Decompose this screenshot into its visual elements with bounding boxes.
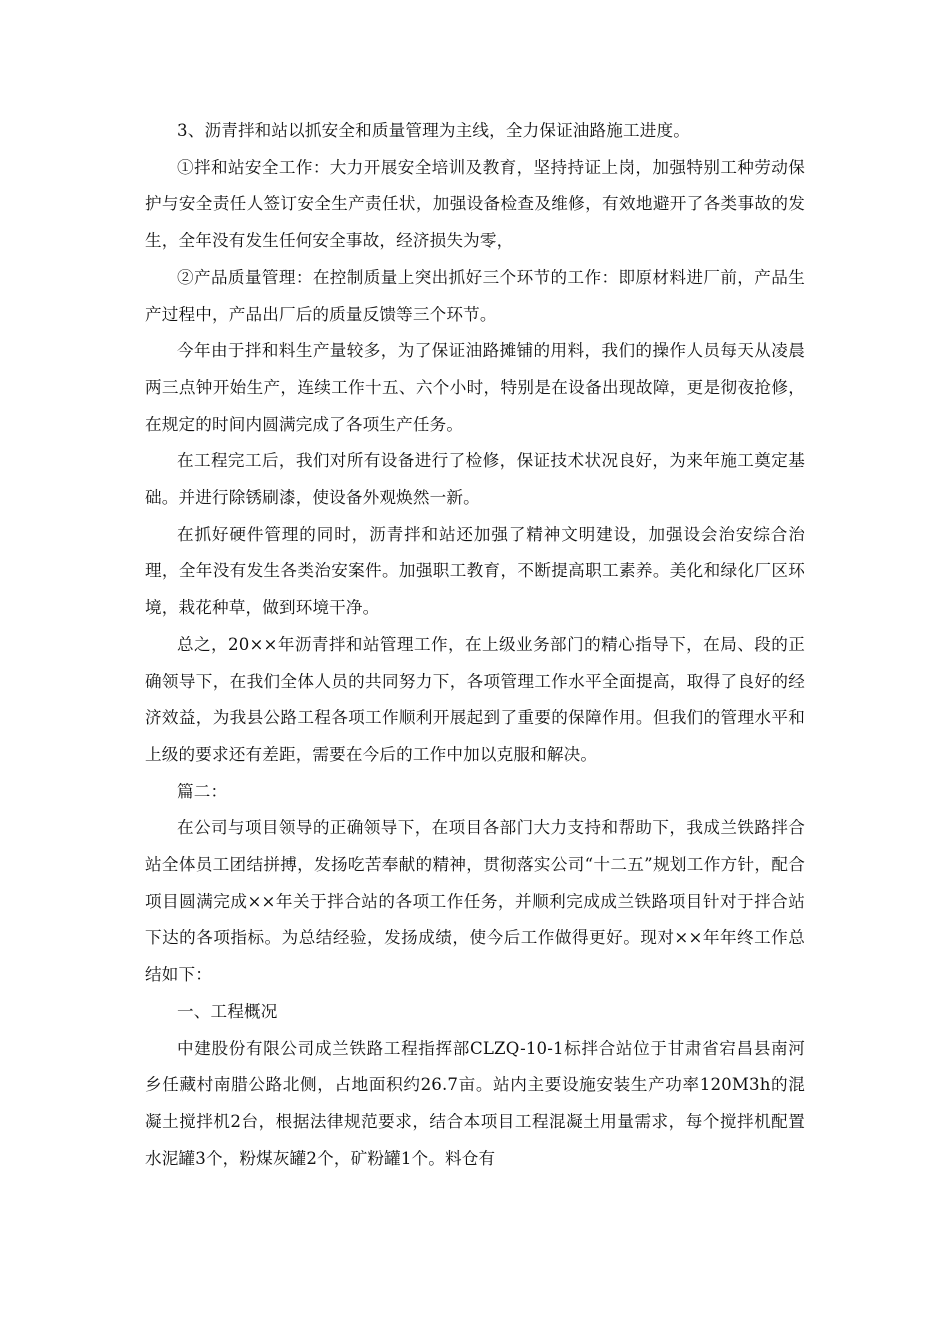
paragraph-part-two-intro: 在公司与项目领导的正确领导下，在项目各部门大力支持和帮助下，我成兰铁路拌合站全体员工团结拼搏，发扬吃苦奉献的精神，贯彻落实公司“十二五”规划工作方针，配合项目圆满完成××年关于拌合站的各项工作任务，并顺利完成成兰铁路项目针对于拌合站下达的各项指标。为总结经验，发扬成绩，使今后工作做得更好。现对××年年终工作总结如下：	[145, 818, 805, 985]
paragraph-summary: 总之，20××年沥青拌和站管理工作，在上级业务部门的精心指导下，在局、段的正确领导下，在我们全体人员的共同努力下，各项管理工作水平全面提高，取得了良好的经济效益，为我县公路工程各项工作顺利开展起到了重要的保障作用。但我们的管理水平和上级的要求还有差距，需要在今后的工作中加以克服和解决。	[145, 634, 805, 764]
paragraph-equipment-maintenance: 在工程完工后，我们对所有设备进行了检修，保证技术状况良好，为来年施工奠定基础。并进行除锈刷漆，使设备外观焕然一新。	[145, 451, 805, 508]
paragraph-quality-management: ②产品质量管理：在控制质量上突出抓好三个环节的工作：即原材料进厂前，产品生产过程中，产品出厂后的质量反馈等三个环节。	[145, 267, 805, 324]
paragraph-asphalt-station-intro: 3、沥青拌和站以抓安全和质量管理为主线，全力保证油路施工进度。	[177, 121, 691, 140]
paragraph-production-effort: 今年由于拌和料生产量较多，为了保证油路摊铺的用料，我们的操作人员每天从凌晨两三点钟开始生产，连续工作十五、六个小时，特别是在设备出现故障，更是彻夜抢修，在规定的时间内圆满完成了各项生产任务。	[145, 341, 805, 434]
section-heading-project-overview: 一、工程概况	[177, 1001, 278, 1021]
paragraph-project-overview: 中建股份有限公司成兰铁路工程指挥部CLZQ-10-1标拌合站位于甘肃省宕昌县南河乡任藏村南腊公路北侧，占地面积约26.7亩。站内主要设施安装生产功率120M3h的混凝土搅拌机2台，根据法律规范要求，结合本项目工程混凝土用量需求，每个搅拌机配置水泥罐3个，粉煤灰罐2个，矿粉罐1个。料仓有	[145, 1038, 805, 1168]
paragraph-safety-work: ①拌和站安全工作：大力开展安全培训及教育，坚持持证上岗，加强特别工种劳动保护与安全责任人签订安全生产责任状，加强设备检查及维修，有效地避开了各类事故的发生，全年没有发生任何安全事故，经济损失为零，	[145, 157, 805, 251]
paragraph-civilization-building: 在抓好硬件管理的同时，沥青拌和站还加强了精神文明建设，加强设会治安综合治理，全年没有发生各类治安案件。加强职工教育，不断提高职工素养。美化和绿化厂区环境，栽花种草，做到环境干净。	[145, 524, 805, 618]
document-body	[145, 113, 805, 1177]
section-heading-part-two: 篇二：	[177, 781, 228, 801]
